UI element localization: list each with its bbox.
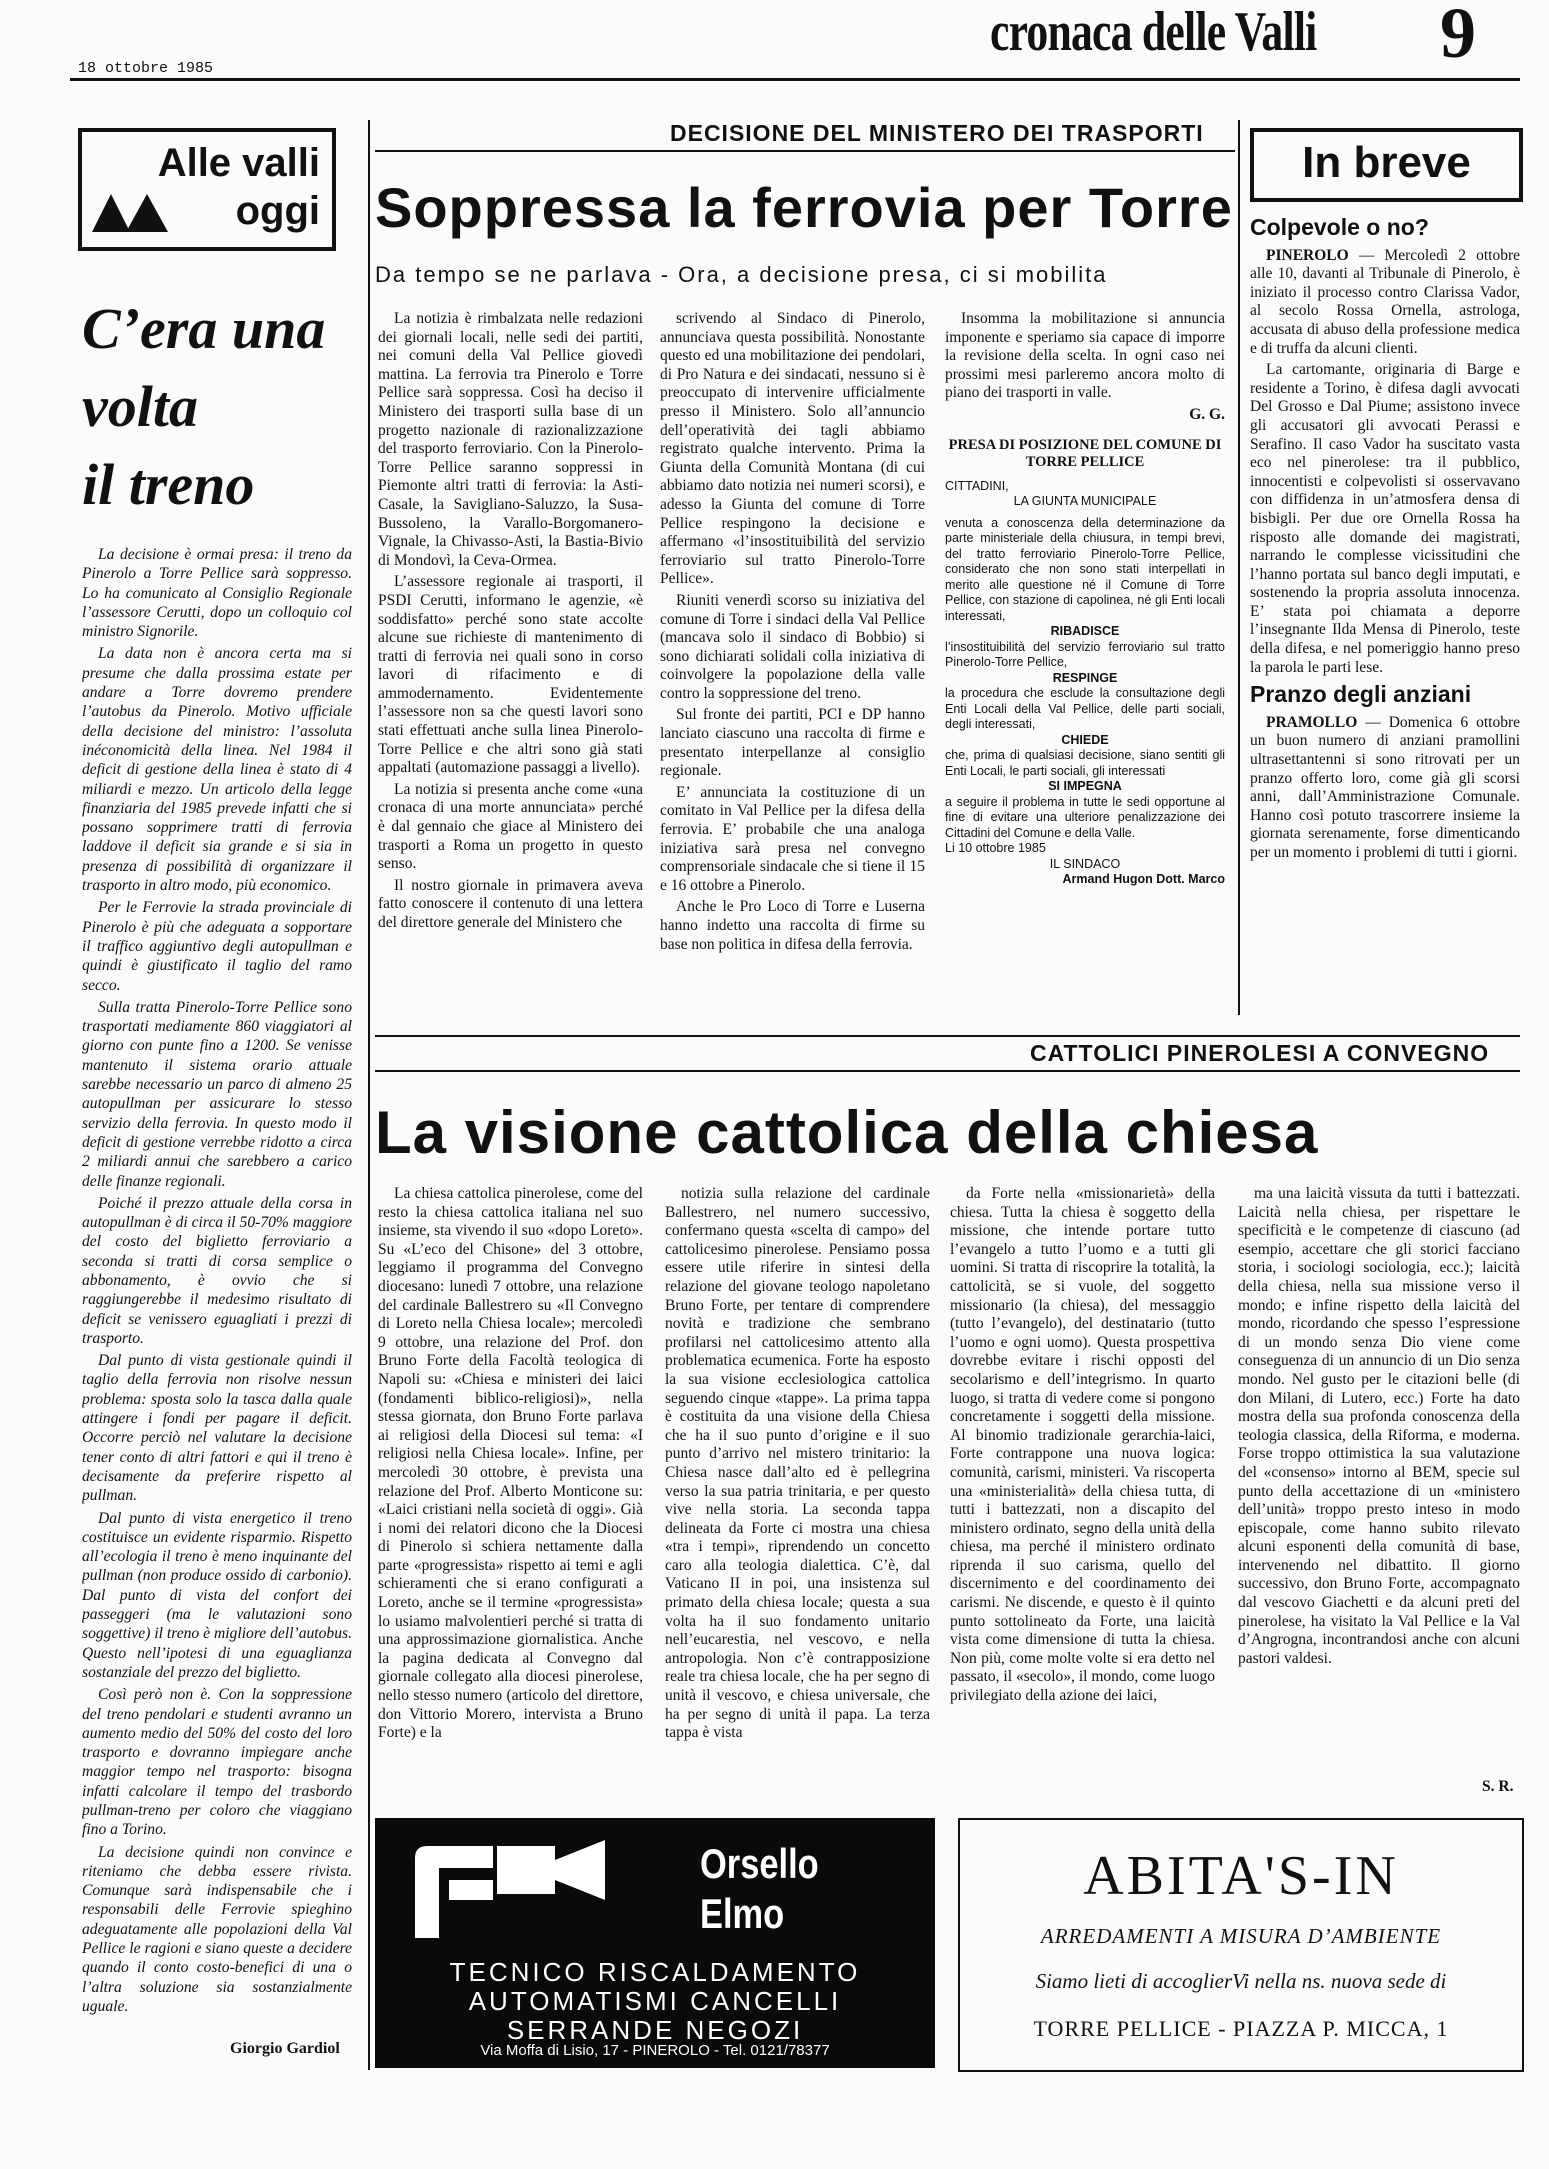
editorial-headline-line3: il treno (82, 452, 255, 517)
page-number: 9 (1440, 0, 1476, 73)
article2-col2 (665, 1185, 930, 1795)
article1-col1 (378, 310, 643, 1010)
editorial-paragraph: Poiché il prezzo attuale della corsa in autopullman è di circa il 50-70% maggiore del costo del biglietto ferroviario a seconda si tratti di corsa semplice o abbonamento, è ovvio che si raggiungerebbe il medesimo risultato di deficit se venissero eguagliati i prezzi di trasporto. (82, 1194, 352, 1347)
kicker-rule (375, 1070, 1520, 1072)
editorial-paragraph: Sulla tratta Pinerolo-Torre Pellice sono trasportati mediamente 860 viaggiatori al giorno con punte fino a 1200. Se venisse mantenuto il sistema orario attuale sarebbe necessario un parco di almeno 25 autopullman per assicurare lo stesso servizio della ferrovia. In questo modo il deficit di gestione verrebbe ridotto a circa 2 miliardi annui che sarebbero a carico delle finanze regionali. (82, 998, 352, 1190)
article1-paragraph: Anche le Pro Loco di Torre e Luserna hanno indetto una raccolta di firme su base non politica in difesa della ferrovia. (660, 898, 925, 953)
sidebar-item1-text2: La cartomante, originaria di Barge e residente a Torino, è difesa dagli avvocati Del Grosso e Dal Piume; assistono invece gli accusatori gli avvocati Perassi e Serafino. Il caso Vador ha suscitato vasta eco nel pinerolese: tra il pubblico, innocentisti e colpevolisti si osservavano con diffidenza in un’atmosfera densa di bisbigli. Per due ore Ornella Rossa ha risposto alle domande dei magistrati, narrando le complesse vicissitudini che l’hanno portata sul banco degli imputati, e sostenendo la propria assoluta innocenza. E’ stata poi chiamata a deporre l’insegnante Ilda Mensa di Pinerolo, teste della difesa, e nel pomeriggio hanno preso la parola le parti lese. (1250, 361, 1520, 676)
article1-paragraph: E’ annunciata la costituzione di un comitato in Val Pellice per la difesa della ferrovia. E’ probabile che una analoga iniziativa sarà presa nel convegno comprensoriale sindacale che si tiene il 15 e 16 ottobre a Pinerolo. (660, 783, 925, 894)
article1-subtitle: Da tempo se ne parlava - Ora, a decisione presa, ci si mobilita (375, 262, 1108, 287)
article1-paragraph: Riuniti venerdì scorso su iniziativa del comune di Torre i sindaci della Val Pellice (mancava solo il sindaco di Bobbio) si sono dichiarati solidali colla iniziativa di coinvolgere la popolazione della valle contro la soppressione del treno. (660, 591, 925, 702)
ad-abitas-in (958, 1818, 1524, 2072)
article1-paragraph: La notizia è rimbalzata nelle redazioni dei giornali locali, nelle sedi dei partiti, nei comuni della Val Pellice giovedì mattina. La ferrovia tra Pinerolo e Torre Pellice sarà soppressa. Così ha deciso il Ministero dei trasporti sulla base di un progetto nazionale di razionalizzazione del trasporto ferroviario. Con la Pinerolo-Torre Pellice saranno soppressi in Piemonte altri tratti di ferrovia: la Asti-Casale, la Savigliano-Saluzzo, la Susa-Bussoleno, la Varallo-Borgomanero-Vignale, la Chivasso-Asti, la Bastia-Bivio di Mondovì, la Ceva-Ormea. (378, 310, 643, 569)
mountains-icon (92, 194, 168, 237)
article1-paragraph: scrivendo al Sindaco di Pinerolo, annunciava questa possibilità. Nonostante questo ed una mobilitazione dei pendolari, di Pro Natura e dei sindacati, nessuno si è preoccupato di intervenire ufficialmente presso il Ministero. Solo all’annuncio dell’operatività dei tagli abbiamo registrato qualche intervento. Prima la Giunta della Comunità Montana (di cui abbiamo dato notizia nei numeri scorsi), e adesso la Giunta del comune di Torre Pellice respingono la decisione e affermano «l’insostituibilità del servizio ferroviario sul tratto Pinerolo-Torre Pellice». (660, 310, 925, 588)
editorial-paragraph: Così però non è. Con la soppressione del treno pendolari e studenti avranno un aumento medio del 50% del costo del loro trasporto e dovranno impiegare anche maggior tempo nel trasporto: bisogna infatti calcolare il tempo del trasbordo pullman-treno per coloro che viaggiano fino a Torino. (82, 1686, 352, 1839)
sidebar-item1-text: — Mercoledì 2 ottobre alle 10, davanti al Tribunale di Pinerolo, è iniziato il processo contro Clarissa Vador, al secolo Rossa Ornella, astrologa, accusata di abuso della professione medica e di truffa da alcuni clienti. (1250, 246, 1520, 357)
editorial-headline-line2: volta (82, 374, 198, 439)
statement-verb: CHIEDE (1061, 732, 1109, 747)
article1-col2 (660, 310, 925, 1010)
editorial-signature: Giorgio Gardiol (230, 2040, 340, 2057)
editorial-paragraph: La decisione quindi non convince e riteniamo che debba essere rivista. Comunque sarà indispensabile che i responsabili delle Ferrovie spieghino adeguatamente alle popolazioni della Val Pellice le ragioni e siano queste a decidere quando il conto costo-benefici di una o l’altra soluzione sia sostanzialmente uguale. (82, 1843, 352, 2015)
statement-sign-name: Armand Hugon Dott. Marco (1062, 872, 1225, 887)
ad-abitas-address: TORRE PELLICE - PIAZZA P. MICCA, 1 (1033, 2016, 1449, 2041)
article1-initials: G. G. (1189, 405, 1225, 423)
issue-date: 18 ottobre 1985 (78, 60, 214, 77)
kicker-rule (375, 150, 1235, 152)
section-rule (375, 1035, 1520, 1037)
article1-paragraph: Sul fronte dei partiti, PCI e DP hanno lanciato ciascuno una raccolta di firme e presentato interpellanze al consiglio regionale. (660, 706, 925, 780)
ad-orsello-brand1: Orsello (700, 1840, 819, 1887)
section-box-line2: oggi (235, 189, 320, 233)
article2-paragraph: ma una laicità vissuta da tutti i battezzati. Laicità nella chiesa, per rispettare le specificità e le competenze di ciascuno (ad esempio, accettare che gli storici facciano storia, i sociologi sociologia, ecc.); laicità della chiesa, nella sua missione verso il mondo; e infine rispetto della laicità del mondo, ricordando che spesso l’espressione di un mondo senza Dio viene come conseguenza di un annuncio di un Dio senza mondo. Nel gusto per le citazioni belle (di don Milani, di Lutero, ecc.) Forte ha dato mostra della sua profonda conoscenza della teologia classica, della Riforma, e moderna. Forse troppo ottimistica la sua valutazione del «consenso» intorno al BEM, specie sul punto della accettazione di un «ministero dell’unità» troppo presto inteso in modo episcopale, come hanno subito rilevato alcuni esponenti della comunità di base, intervenendo nel dibattito. Il giorno successivo, don Bruno Forte, accompagnato dal vescovo Giachetti e da alcuni preti del pinerolese, ha visitato la Val Pellice e la Val d’Angrogna, incontrandosi anche con alcuni pastori valdesi. (1238, 1185, 1520, 1667)
statement-verb: SI IMPEGNA (1048, 779, 1122, 794)
ad-abitas-name: ABITA'S-IN (1083, 1845, 1399, 1907)
editorial-headline (82, 290, 362, 524)
ad-abitas-message: Siamo lieti di accoglierVi nella ns. nuova sede di (1035, 1969, 1447, 1993)
statement-text: a seguire il problema in tutte le sedi opportune al fine di evitare una ulteriore penalizzazione dei Cittadini del Comune e della Valle. (945, 794, 1225, 840)
ad-abitas-tagline: ARREDAMENTI A MISURA D’AMBIENTE (1040, 1924, 1442, 1948)
ad-orsello-brand2: Elmo (700, 1890, 785, 1937)
article2-title: La visione cattolica della chiesa (375, 1099, 1319, 1166)
ad-orsello-line3: SERRANDE NEGOZI (506, 2015, 804, 2045)
ad-orsello-address: Via Moffa di Lisio, 17 - PINEROLO - Tel. 0121/78377 (480, 2042, 830, 2059)
statement-verb: RESPINGE (1052, 670, 1118, 685)
editorial-paragraph: La data non è ancora certa ma si presume che dalla prossima estate per andare a Torre dovremo prendere l’autobus da Pinerolo. Motivo ufficiale della decisione del ministro: l’assoluta inéconomicità della linea. Nel 1984 il deficit di gestione della linea è stato di 4 miliardi e mezzo. Un articolo della legge finanziaria del 1985 prevede infatti che si possano sopprimere tratti di ferrovia laddove il deficit sia grande e si sia in presenza di possibilità di organizzare il trasporto in altro modo, più economico. (82, 645, 352, 895)
section-box-alle-valli (78, 128, 336, 251)
article2-paragraph: notizia sulla relazione del cardinale Ballestrero, nel numero successivo, confermano questa «scelta di campo» del cattolicesimo pinerolese. Pensiamo possa essere utile riferire in sintesi della relazione del giovane teologo napoletano Bruno Forte, per tentare di comprendere novità e tradizione che sembrano profilarsi nel cattolicesimo attento alla problematica ecumenica. Forte ha esposto la sua visione ecclesiologica cattolica seguendo cinque «tappe». La prima tappa è costituita da una visione della Chiesa che ha il suo punto d’origine e il suo punto d’arrivo nel mistero trinitario: la Chiesa nasce dall’alto ed è pellegrina verso la sua patria trinitaria, e per questo vive nella storia. La seconda tappa delineata da Forte ci mostra una chiesa «tra i tempi», riprendendo un concetto caro alla teologia dialettica. C’è, dal Vaticano II in poi, una insistenza sul primato della chiesa locale; questa a sua volta ha il suo fondamento unitario nell’eucarestia, nel vescovo, e nella antropologia. Non c’è contrapposizione reale tra chiesa locale, che ha per segno di unità il vescovo, e chiesa universale, che ha per segno di unità il papa. La terza tappa è vista (665, 1185, 930, 1742)
article2-paragraph: da Forte nella «missionarietà» della chiesa. Tutta la chiesa è soggetto della missione, che intende portare tutto l’evangelo a tutto l’uomo e a tutti gli uomini. Si tratta di riscoprire la totalità, la cattolicità, se si vuole, del soggetto missionario (la chiesa), del messaggio (tutto l’evangelo), del destinatario (tutto l’uomo e ogni uomo). Questa prospettiva dovrebbe evitare i rischi opposti del secolarismo e dell’integrismo. In quarto luogo, si tratta di vedere come si pongono concretamente i soggetti della missione. Al binomio tradizionale gerarchia-laici, Forte contrappone una nuova logica: comunità, carismi, ministeri. Va riscoperta una «ministerialità» della chiesa tutta, di tutti i battezzati, non a discapito del ministero ordinato, segno della unità della chiesa, ma perché il ministero ordinato riprenda il suo carisma, quello del discernimento e del coordinamento dei carismi. Ne discende, e questo è il quinto punto sottolineato da Forte, una laicità vista come dimensione di tutta la chiesa. Non più, come molte volte si era detto nel passato, il «secolo», il mondo, come luogo privilegiato della azione dei laici, (950, 1185, 1215, 1705)
statement-text: la procedura che esclude la consultazione degli Enti Locali della Val Pellice, delle parti sociali, degli interessati, (945, 686, 1225, 732)
statement-date: Li 10 ottobre 1985 (945, 841, 1046, 856)
sidebar-item2-place: PRAMOLLO (1266, 713, 1358, 731)
editorial-paragraph: La decisione è ormai presa: il treno da Pinerolo a Torre Pellice sarà soppresso. Lo ha comunicato al Consiglio Regionale l’assessore Cerutti, dopo un colloquio col ministro Signorile. (82, 546, 352, 641)
article1-paragraph: Il nostro giornale in primavera aveva fatto conoscere il contenuto di una lettera del direttore generale del Ministero che (378, 876, 643, 931)
article2-initials: S. R. (1482, 1778, 1514, 1795)
statement-title: PRESA DI POSIZIONE DEL COMUNE DI TORRE PELLICE (948, 436, 1222, 470)
article1-paragraph: Insomma la mobilitazione si annuncia imponente e speriamo sia capace di imporre la revisione della scelta. In ogni caso nei prossimi mesi parleremo ancora molto di piano dei trasporti in valle. (945, 310, 1225, 402)
article1-paragraph: La notizia si presenta anche come «una cronaca di una morte annunciata» perché è dal gennaio che giace al Ministero dei trasporti a Roma un progetto in questo senso. (378, 780, 643, 873)
column-rule (1238, 120, 1240, 1015)
section-box-in-breve: In breve (1250, 128, 1523, 202)
statement-text: che, prima di qualsiasi decisione, siano sentiti gli Enti Locali, le parti sociali, gli interessati (945, 748, 1225, 778)
editorial-headline-line1: C’era una (82, 296, 326, 361)
editorial-paragraph: Per le Ferrovie la strada provinciale di Pinerolo è più che adeguata a sopportare il traffico aggiuntivo degli autopullman e quindi è giustificato il taglio del ramo secco. (82, 899, 352, 994)
article1-col3 (945, 310, 1225, 1010)
editorial-body (82, 545, 352, 2030)
article1-kicker: DECISIONE DEL MINISTERO DEI TRASPORTI (670, 120, 1204, 146)
statement-text: l’insostituibilità del servizio ferroviario sul tratto Pinerolo-Torre Pellice, (945, 639, 1225, 670)
masthead-rule (70, 78, 1520, 81)
statement-body: venuta a conoscenza della determinazione da parte ministeriale della chiusura, in tempi brevi, del tratto ferroviario Pinerolo-Torre Pellice, considerato che non sono stati interpellati in merito alle questione né il Comune di Torre Pellice, con stazione di capolinea, né gli Enti locali interessati, (945, 515, 1225, 623)
article2-col3 (950, 1185, 1215, 1795)
ad-orsello-elmo (375, 1818, 935, 2068)
statement-sign-role: IL SINDACO (1049, 856, 1121, 871)
orsello-logo-icon (405, 1838, 615, 1958)
statement-verb: RIBADISCE (1050, 624, 1120, 639)
sidebar-news (1250, 210, 1520, 1030)
ad-orsello-line2: AUTOMATISMI CANCELLI (468, 1986, 842, 2016)
article2-col4 (1238, 1185, 1520, 1775)
editorial-paragraph: Dal punto di vista energetico il treno costituisce un evidente risparmio. Rispetto all’ecologia il treno è meno inquinante del pullman (non produce ossido di carbonio). Dal punto di vista del confort dei passeggeri (ma le valutazioni sono soggettive) il treno è migliore dell’autobus. Questo nell’ipotesi di una eguaglianza sostanziale del prezzo del biglietto. (82, 1509, 352, 1681)
article2-kicker: CATTOLICI PINEROLESI A CONVEGNO (1030, 1040, 1490, 1066)
ad-orsello-line1: TECNICO RISCALDAMENTO (449, 1957, 861, 1987)
masthead-title: cronaca delle Valli (990, 1, 1317, 63)
statement-body-head: LA GIUNTA MUNICIPALE (1013, 494, 1157, 509)
sidebar-item2-text: — Domenica 6 ottobre un buon numero di anziani pramollini ultrasettantenni si sono ritrovati per un pranzo offerto loro, come già gli scorsi anni, dall’Amministrazione Comunale. Hanno così potuto trascorrere insieme la giornata serenamente, forse dimenticando per un momento i problemi di tutti i giorni. (1250, 713, 1520, 861)
article2-col1 (378, 1185, 643, 1795)
editorial-paragraph: Dal punto di vista gestionale quindi il taglio della ferrovia non risolve nessun problema: sposta solo la tasca dalla quale attingere i fondi per pagare il deficit. Occorre perciò nel valutare la decisione tener conto di altri fattori e qui il treno è decisamente da preferire rispetto al pullman. (82, 1352, 352, 1505)
article2-paragraph: La chiesa cattolica pinerolese, come del resto la chiesa cattolica italiana nel suo insieme, sta vivendo il suo «dopo Loreto». Su «L’eco del Chisone» del 3 ottobre, leggiamo il programma del Convegno diocesano: lunedì 7 ottobre, una relazione del cardinale Ballestrero su «Il Convegno di Loreto nella Chiesa locale»; mercoledì 9 ottobre, una relazione del Prof. don Bruno Forte della Facoltà teologica di Napoli su: «Chiesa e ministeri dei laici (fondamenti biblico-religiosi)», nella stessa giornata, don Bruno Forte parlava ai religiosi della Diocesi sul tema: «I religiosi nella Chiesa locale». Infine, per mercoledì 30 ottobre, è prevista una relazione del Prof. Alberto Monticone su: «Laici cristiani nella società di oggi». Già i nomi dei relatori dicono che la Diocesi di Pinerolo si schiera nettamente dalla parte «progressista» rispetto ai temi e agli schieramenti che si erano configurati a Loreto, anche se il termine «progressista» lo usiamo malvolentieri perché si tratta di una approssimazione giornalistica. Anche la pagina dedicata al Convegno dal giornale collegato alla diocesi pinerolese, nello stesso numero (articolo del direttore, don Vittorio Morero, intervista a Bruno Forte) e la (378, 1185, 643, 1742)
article1-paragraph: L’assessore regionale ai trasporti, il PSDI Cerutti, informano le agenzie, «è soddisfatto» perché sono state accolte alcune sue richieste di mantenimento di tratti di ferrovia nei quali sono in corso lavori di rifacimento e di ammodernamento. Evidentemente l’assessore non sa che questi lavori sono stati effettuati anche sulla linea Pinerolo-Torre Pellice e che altri sono già stati appaltati (automazione passaggi a livello). (378, 573, 643, 777)
column-rule (368, 120, 370, 2070)
section-box-line1: Alle valli (157, 141, 320, 185)
statement-addressee: CITTADINI, (945, 478, 1009, 493)
sidebar-item2-title: Pranzo degli anziani (1250, 681, 1472, 708)
sidebar-item1-place: PINEROLO (1266, 246, 1349, 264)
article1-title: Soppressa la ferrovia per Torre (375, 176, 1233, 239)
sidebar-item1-title: Colpevole o no? (1250, 214, 1429, 240)
